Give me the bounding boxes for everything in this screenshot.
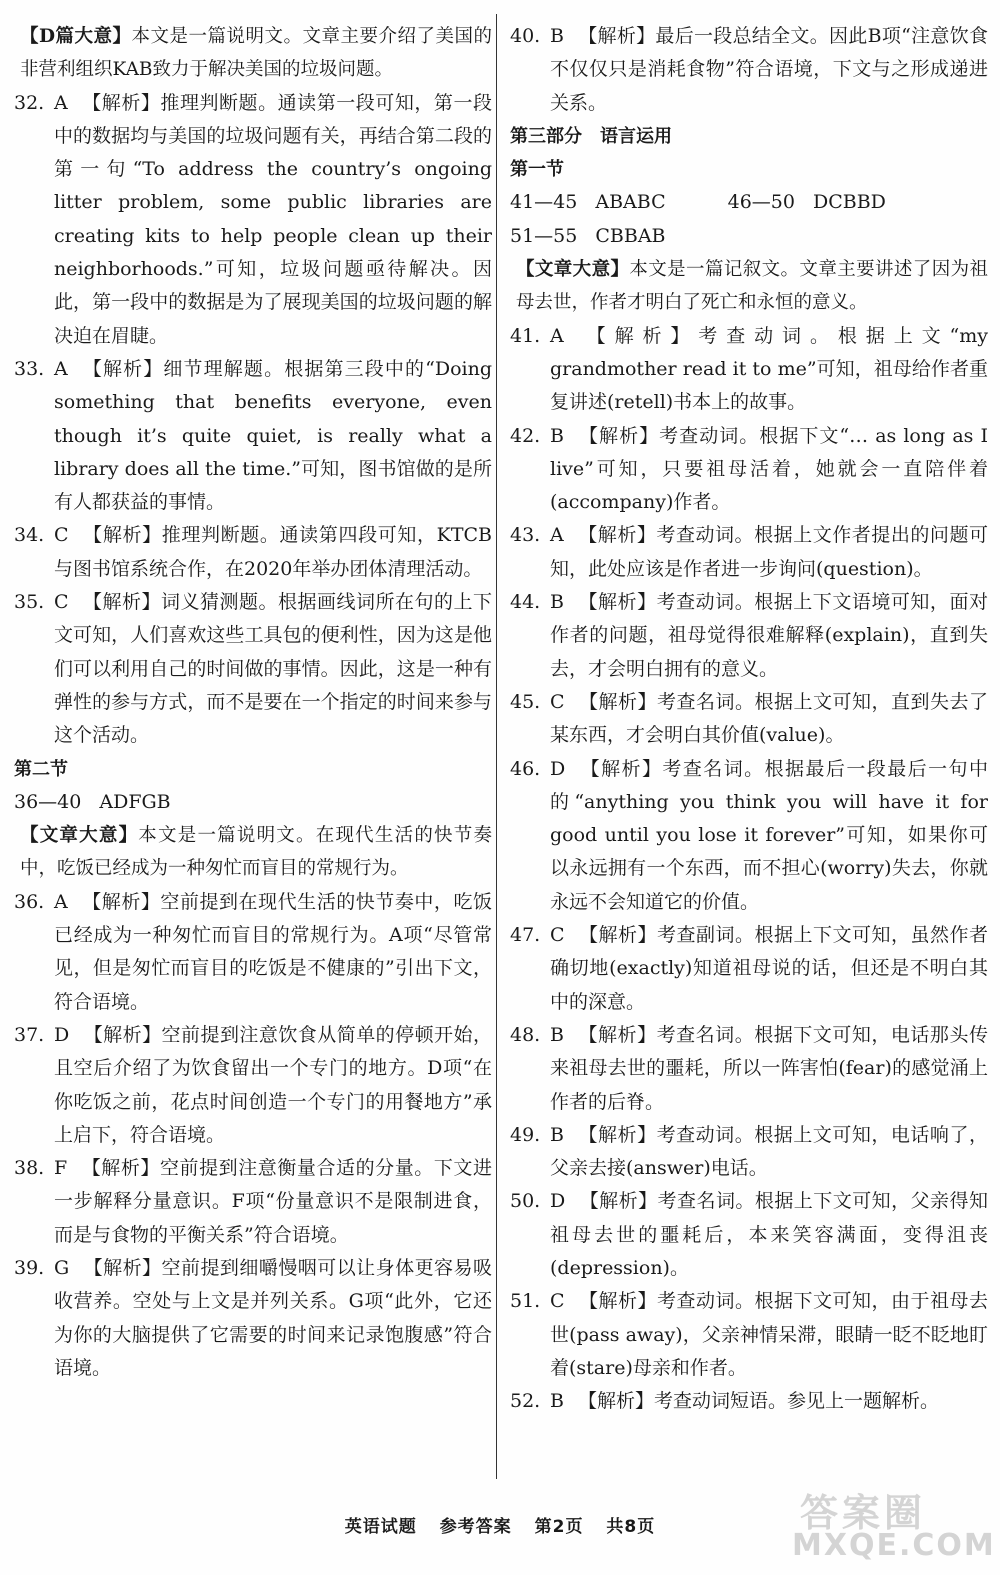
item-explanation: 【解析】考查动词。根据下文“… as long as I live”可知，只要祖母活着，她就会一直陪伴着(accompany)作者。: [550, 424, 988, 514]
summary-text: 本文是一篇说明文。文章主要介绍了美国的非营利组织KAB致力于解决美国的垃圾问题。: [20, 26, 492, 81]
left-column: [14, 20, 492, 1385]
item-number: 33.: [14, 357, 45, 380]
answer-item-42: [510, 420, 988, 520]
item-answer: C: [54, 524, 69, 547]
answer-item-45: [510, 686, 988, 753]
answer-range: 36—40: [14, 790, 82, 813]
item-number: 43.: [510, 524, 541, 547]
item-explanation: 【解析】考查名词。根据上下文可知，父亲得知祖母去世的噩耗后，本来笑容满面，变得沮丧(depression)。: [550, 1190, 988, 1279]
item-explanation: 【解析】考查名词。根据上文可知，直到失去了某东西，才会明白其价值(value)。: [550, 690, 988, 747]
footer-label: 参考答案: [439, 1517, 512, 1537]
answer-item-52: [510, 1385, 988, 1418]
answer-item-43: [510, 519, 988, 586]
item-number: 37.: [14, 1023, 45, 1046]
answer-keys: DCBBD: [812, 191, 886, 214]
item-answer: C: [550, 1290, 565, 1313]
item-answer: A: [550, 324, 564, 347]
item-explanation: 【解析】考查名词。根据下文可知，电话那头传来祖母去世的噩耗，所以一阵害怕(fear)的感觉涌上作者的后脊。: [550, 1023, 988, 1113]
item-answer: B: [550, 424, 564, 447]
answer-item-41: [510, 320, 988, 420]
item-number: 44.: [510, 591, 541, 614]
item-explanation: 【解析】空前提到注意饮食从简单的停顿开始，且空后介绍了为饮食留出一个专门的地方。D项“在你吃饭之前，花点时间创造一个专门的用餐地方”承上启下，符合语境。: [54, 1023, 492, 1146]
item-explanation: 【解析】词义猜测题。根据画线词所在句的上下文可知，人们喜欢这些工具包的便利性，因为这是他们可以利用自己的时间做的事情。因此，这是一种有弹性的参与方式，而不是要在一个指定的时间来参与这个活动。: [54, 591, 492, 747]
item-explanation: 【解析】推理判断题。通读第一段可知，第一段中的数据均与美国的垃圾问题有关，再结合第二段的第一句“To address the country’s ongoing litter problem, some public libraries are creating kits to help people clean up their neighborhoods.”可知，垃圾问题亟待解决。因此，第一段中的数据是为了展现美国的垃圾问题的解决迫在眉睫。: [54, 91, 492, 347]
answer-keys: CBBAB: [595, 224, 666, 247]
item-explanation: 【解析】空前提到在现代生活的快节奏中，吃饭已经成为一种匆忙而盲目的常规行为。A项“尽管常见，但是匆忙而盲目的吃饭是不健康的”引出下文，符合语境。: [54, 890, 492, 1013]
part-3-heading: 第三部分 语言运用: [510, 125, 672, 147]
answer-range: 51—55: [510, 224, 578, 247]
item-answer: C: [550, 924, 565, 947]
item-number: 45.: [510, 690, 541, 713]
item-number: 46.: [510, 757, 541, 780]
item-explanation: 【解析】最后一段总结全文。因此B项“注意饮食不仅仅只是消耗食物”符合语境，下文与之形成递进关系。: [550, 25, 988, 114]
item-explanation: 【解析】考查动词短语。参见上一题解析。: [577, 1390, 939, 1413]
item-answer: A: [54, 890, 68, 913]
item-number: 52.: [510, 1390, 541, 1413]
answer-keys: ABABC: [595, 191, 666, 214]
item-number: 49.: [510, 1123, 541, 1146]
item-number: 35.: [14, 591, 45, 614]
item-answer: C: [54, 591, 69, 614]
summary-tag: 【文章大意】: [516, 259, 630, 281]
answer-item-44: [510, 586, 988, 686]
item-answer: B: [550, 1123, 564, 1146]
item-number: 38.: [14, 1157, 45, 1180]
item-explanation: 【解析】细节理解题。根据第三段中的“Doing something that benefits everyone, even though it’s quite quiet, is really what a library does all the time.”可知，图书馆做的是所有人都获益的事情。: [54, 357, 492, 514]
item-explanation: 【解析】考查名词。根据最后一段最后一句中的“anything you think you will have it for good until you lose it forever”可知，如果你可以永远拥有一个东西，而不担心(worry)失去，你就永远不会知道它的价值。: [550, 757, 988, 913]
item-explanation: 【解析】推理判断题。通读第四段可知，KTCB与图书馆系统合作，在2020年举办团体清理活动。: [54, 524, 492, 580]
watermark-text: 答案圈: [800, 1491, 927, 1535]
answer-item-48: [510, 1019, 988, 1119]
item-number: 40.: [510, 25, 541, 47]
item-number: 48.: [510, 1023, 541, 1046]
item-number: 39.: [14, 1256, 45, 1279]
answer-row-41-50: [510, 186, 988, 219]
item-answer: A: [550, 524, 564, 547]
item-answer: D: [550, 1190, 566, 1213]
item-number: 41.: [510, 324, 541, 347]
answer-row-36-40: [14, 786, 492, 819]
summary-text: 本文是一篇记叙文。文章主要讲述了因为祖母去世，作者才明白了死亡和永恒的意义。: [516, 259, 988, 314]
section-1-heading: 第一节: [510, 159, 564, 181]
item-number: 42.: [510, 424, 541, 447]
passage-d-summary: [20, 20, 492, 87]
item-number: 32.: [14, 91, 45, 114]
item-explanation: 【解析】考查动词。根据上文可知，电话响了，父亲去接(answer)电话。: [550, 1123, 988, 1180]
item-answer: B: [550, 591, 564, 614]
item-number: 34.: [14, 524, 45, 547]
item-answer: B: [550, 1390, 564, 1413]
section-2-heading: 第二节: [14, 758, 68, 780]
answer-item-32: [14, 87, 492, 353]
answer-item-51: [510, 1285, 988, 1385]
item-explanation: 【解析】考查动词。根据上文作者提出的问题可知，此处应该是作者进一步询问(question)。: [550, 524, 988, 580]
answer-range: 41—45: [510, 191, 578, 214]
passage-3-summary: [516, 253, 988, 320]
item-explanation: 【解析】考查副词。根据上下文可知，虽然作者确切地(exactly)知道祖母说的话，但还是不明白其中的深意。: [550, 924, 988, 1013]
summary-tag: 【文章大意】: [20, 825, 139, 847]
item-explanation: 【解析】考查动词。根据上文“my grandmother read it to me”可知，祖母给作者重复讲述(retell)书本上的故事。: [550, 324, 988, 414]
item-answer: C: [550, 690, 565, 713]
item-explanation: 【解析】空前提到注意衡量合适的分量。下文进一步解释分量意识。F项“份量意识不是限制进食，而是与食物的平衡关系”符合语境。: [54, 1157, 492, 1246]
answer-item-37: [14, 1019, 492, 1152]
item-number: 47.: [510, 924, 541, 947]
answer-item-35: [14, 586, 492, 752]
answer-item-34: [14, 519, 492, 586]
footer-page: 第2页: [534, 1517, 584, 1537]
answer-keys: ADFGB: [99, 790, 171, 813]
item-answer: A: [54, 357, 68, 380]
watermark-url: MXQE.COM: [792, 1528, 996, 1563]
answer-row-51-55: [510, 220, 988, 253]
footer-subject: 英语试题: [344, 1517, 417, 1537]
item-explanation: 【解析】空前提到细嚼慢咽可以让身体更容易吸收营养。空处与上文是并列关系。G项“此外，它还为你的大脑提供了它需要的时间来记录饱腹感”符合语境。: [54, 1256, 492, 1379]
answer-range: 46—50: [727, 191, 795, 214]
summary-text: 本文是一篇说明文。在现代生活的快节奏中，吃饭已经成为一种匆忙而盲目的常规行为。: [20, 825, 492, 880]
item-answer: D: [550, 757, 566, 780]
answer-item-40: [510, 20, 988, 120]
footer-total: 共8页: [606, 1517, 656, 1537]
answer-item-33: [14, 353, 492, 519]
item-number: 36.: [14, 890, 45, 913]
passage-2-summary: [20, 819, 492, 886]
answer-item-49: [510, 1119, 988, 1186]
item-answer: B: [550, 25, 564, 47]
item-answer: A: [54, 91, 68, 114]
answer-item-36: [14, 886, 492, 1019]
item-explanation: 【解析】考查动词。根据下文可知，由于祖母去世(pass away)，父亲神情呆滞，眼睛一眨不眨地盯着(stare)母亲和作者。: [550, 1290, 988, 1379]
item-answer: F: [54, 1157, 68, 1180]
answer-item-46: [510, 753, 988, 919]
item-answer: G: [54, 1256, 70, 1279]
item-answer: D: [54, 1023, 70, 1046]
answer-item-38: [14, 1152, 492, 1252]
watermark-logo: [782, 1482, 996, 1566]
summary-tag: 【D篇大意】: [20, 26, 132, 47]
item-number: 51.: [510, 1290, 541, 1313]
answer-item-47: [510, 919, 988, 1019]
item-number: 50.: [510, 1190, 541, 1213]
item-answer: B: [550, 1023, 564, 1046]
column-divider: [496, 14, 497, 1479]
answer-item-39: [14, 1252, 492, 1385]
answer-item-50: [510, 1185, 988, 1285]
right-column: [510, 20, 988, 1418]
item-explanation: 【解析】考查动词。根据上下文语境可知，面对作者的问题，祖母觉得很难解释(explain)，直到失去，才会明白拥有的意义。: [550, 591, 988, 680]
